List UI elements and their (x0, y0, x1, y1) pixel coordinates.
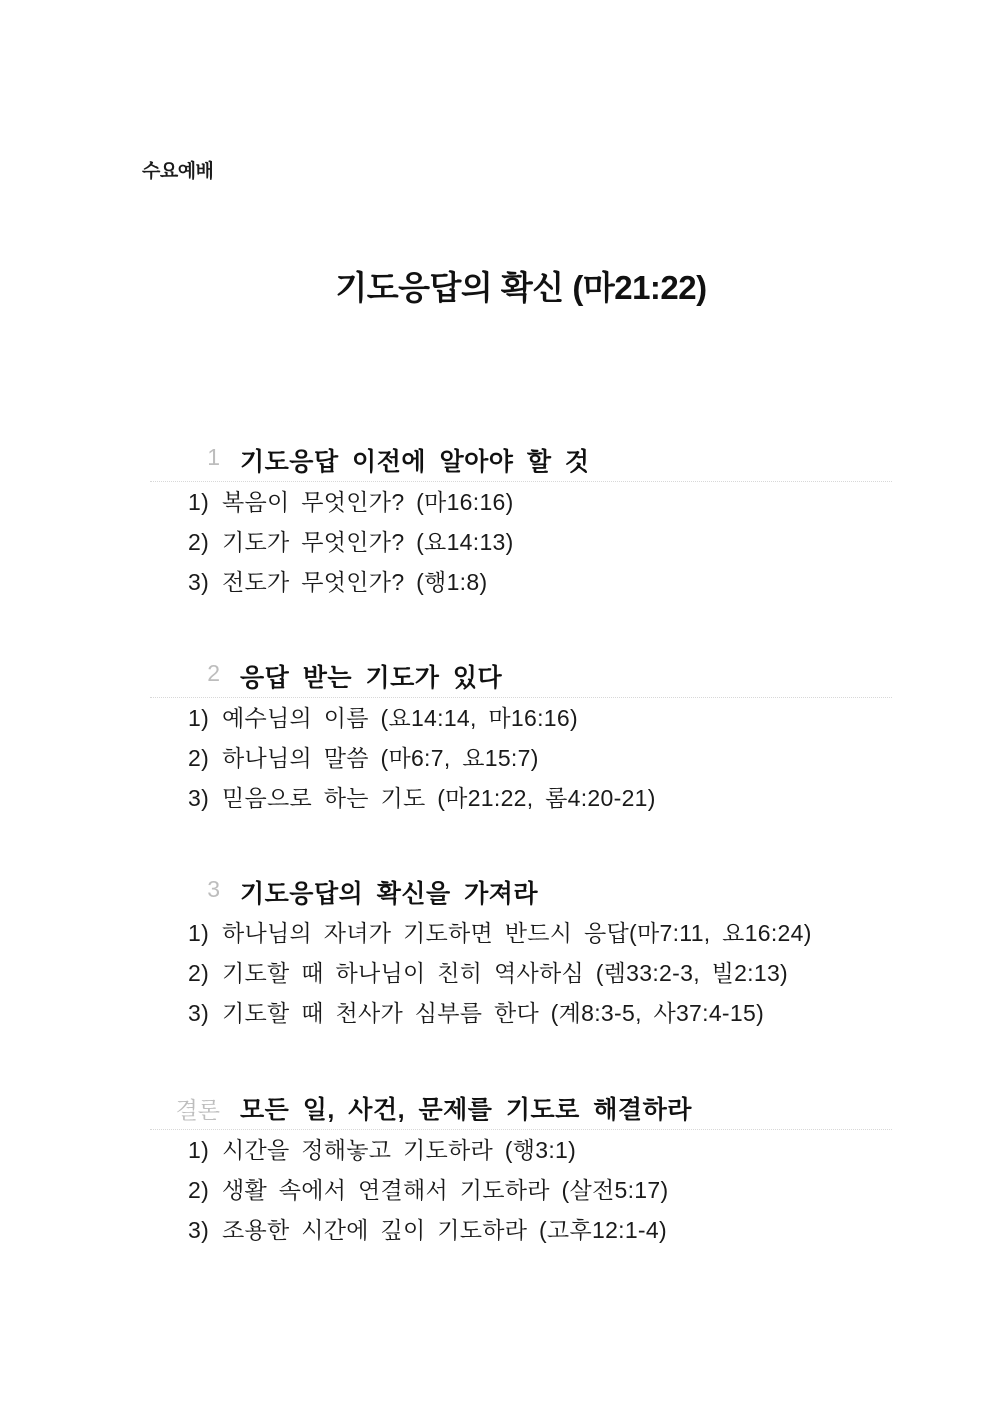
item-text: 생활 속에서 연결해서 기도하라 (살전5:17) (222, 1177, 669, 1203)
item-list (150, 482, 892, 602)
list-item (150, 562, 892, 602)
list-item (150, 993, 892, 1033)
section-number: 1 (207, 444, 220, 470)
section-header (150, 1085, 892, 1130)
item-number: 3) (188, 785, 210, 811)
item-number: 3) (188, 569, 210, 595)
list-item (150, 482, 892, 522)
section-1 (150, 437, 892, 602)
list-item (150, 778, 892, 818)
item-list (150, 1130, 892, 1250)
list-item (150, 953, 892, 993)
item-text: 전도가 무엇인가? (행1:8) (222, 569, 488, 595)
item-text: 예수님의 이름 (요14:14, 마16:16) (222, 705, 578, 731)
section-2 (150, 653, 892, 818)
item-text: 믿음으로 하는 기도 (마21:22, 롬4:20-21) (222, 785, 656, 811)
section-header (150, 653, 892, 698)
service-label: 수요예배 (142, 161, 214, 182)
section-number: 2 (207, 660, 220, 686)
list-item (150, 738, 892, 778)
item-text: 조용한 시간에 깊이 기도하라 (고후12:1-4) (222, 1217, 667, 1243)
document-title: 기도응답의 확신 (마21:22) (335, 269, 707, 306)
item-number: 1) (188, 920, 210, 946)
item-number: 1) (188, 489, 210, 515)
section-number: 3 (207, 876, 220, 902)
item-text: 기도할 때 하나님이 친히 역사하심 (렘33:2-3, 빌2:13) (222, 960, 789, 986)
section-header (150, 437, 892, 482)
item-number: 3) (188, 1000, 210, 1026)
item-list (150, 698, 892, 818)
item-text: 시간을 정해놓고 기도하라 (행3:1) (222, 1137, 577, 1163)
section-heading: 기도응답의 확신을 가져라 (240, 880, 539, 908)
item-number: 2) (188, 1177, 210, 1203)
list-item (150, 1210, 892, 1250)
section-3 (150, 869, 892, 1033)
list-item (150, 1170, 892, 1210)
section-heading: 모든 일, 사건, 문제를 기도로 해결하라 (240, 1096, 692, 1124)
item-number: 2) (188, 960, 210, 986)
item-number: 2) (188, 529, 210, 555)
item-text: 하나님의 자녀가 기도하면 반드시 응답(마7:11, 요16:24) (222, 920, 812, 946)
list-item (150, 913, 892, 953)
item-text: 복음이 무엇인가? (마16:16) (222, 489, 514, 515)
section-conclusion (150, 1085, 892, 1250)
list-item (150, 1130, 892, 1170)
section-heading: 기도응답 이전에 알아야 할 것 (240, 448, 590, 476)
item-number: 1) (188, 705, 210, 731)
item-text: 기도할 때 천사가 심부름 한다 (계8:3-5, 사37:4-15) (222, 1000, 765, 1026)
item-text: 하나님의 말씀 (마6:7, 요15:7) (222, 745, 539, 771)
section-heading: 응답 받는 기도가 있다 (240, 664, 503, 692)
item-text: 기도가 무엇인가? (요14:13) (222, 529, 514, 555)
list-item (150, 698, 892, 738)
item-list (150, 913, 892, 1033)
list-item (150, 522, 892, 562)
item-number: 3) (188, 1217, 210, 1243)
section-number: 결론 (175, 1097, 220, 1123)
item-number: 2) (188, 745, 210, 771)
item-number: 1) (188, 1137, 210, 1163)
section-header (150, 869, 892, 913)
